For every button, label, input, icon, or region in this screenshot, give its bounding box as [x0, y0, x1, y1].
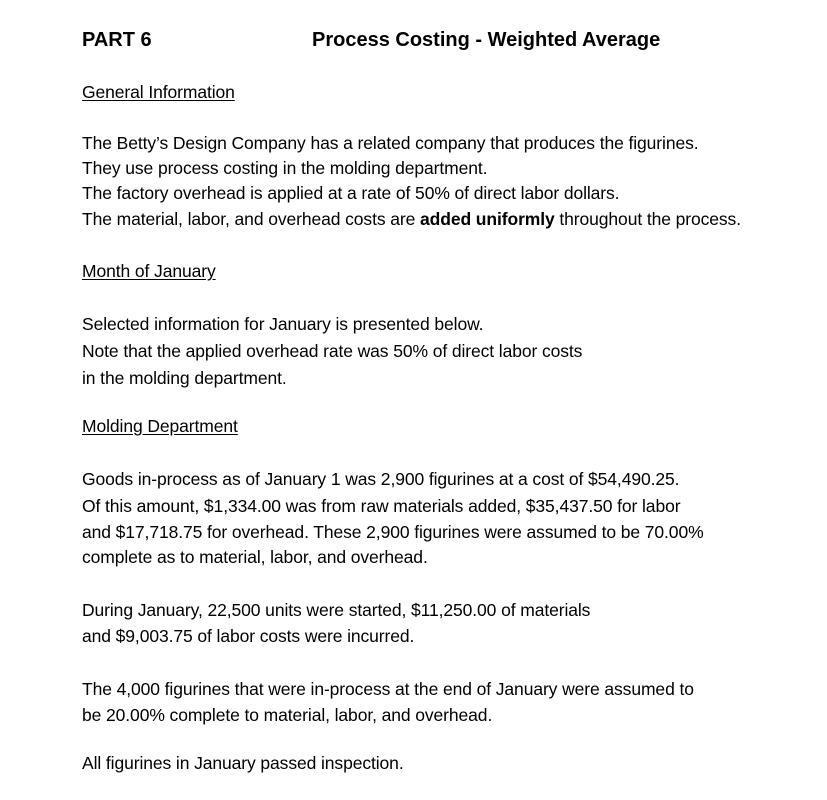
month-line-1: Selected information for January is presented below. [82, 314, 484, 334]
page-title: Process Costing - Weighted Average [312, 29, 661, 51]
general-line-4-bold: added uniformly [420, 209, 555, 229]
general-line-4-post: throughout the process. [554, 209, 741, 229]
month-line-2: Note that the applied overhead rate was 50% of direct labor costs [82, 341, 583, 361]
molding-p4-line-1: All figurines in January passed inspection. [82, 753, 404, 773]
molding-p3-line-1: The 4,000 figurines that were in-process at the end of January were assumed to [82, 679, 694, 699]
general-line-4-pre: The material, labor, and overhead costs are [82, 209, 421, 229]
molding-p2-line-2: and $9,003.75 of labor costs were incurred. [82, 626, 415, 646]
molding-p1-line-1: Goods in-process as of January 1 was 2,900 figurines at a cost of $54,490.25. [82, 469, 680, 489]
molding-p3-line-2: be 20.00% complete to material, labor, and overhead. [82, 705, 493, 725]
molding-p1-line-4: complete as to material, labor, and overhead. [82, 547, 428, 567]
molding-p1-line-3: and $17,718.75 for overhead. These 2,900 figurines were assumed to be 70.00% [82, 522, 704, 542]
general-line-3: The factory overhead is applied at a rate of 50% of direct labor dollars. [82, 183, 620, 203]
month-line-3: in the molding department. [82, 368, 287, 388]
molding-p2-line-1: During January, 22,500 units were started, $11,250.00 of materials [82, 600, 591, 620]
general-line-1: The Betty’s Design Company has a related company that produces the figurines. [82, 133, 699, 153]
part-label: PART 6 [82, 29, 152, 51]
general-line-4 [82, 207, 741, 231]
molding-p1-line-2: Of this amount, $1,334.00 was from raw materials added, $35,437.50 for labor [82, 496, 681, 516]
molding-heading: Molding Department [82, 416, 238, 436]
general-line-2: They use process costing in the molding department. [82, 158, 488, 178]
month-heading: Month of January [82, 261, 216, 281]
general-information-heading: General Information [82, 82, 235, 102]
